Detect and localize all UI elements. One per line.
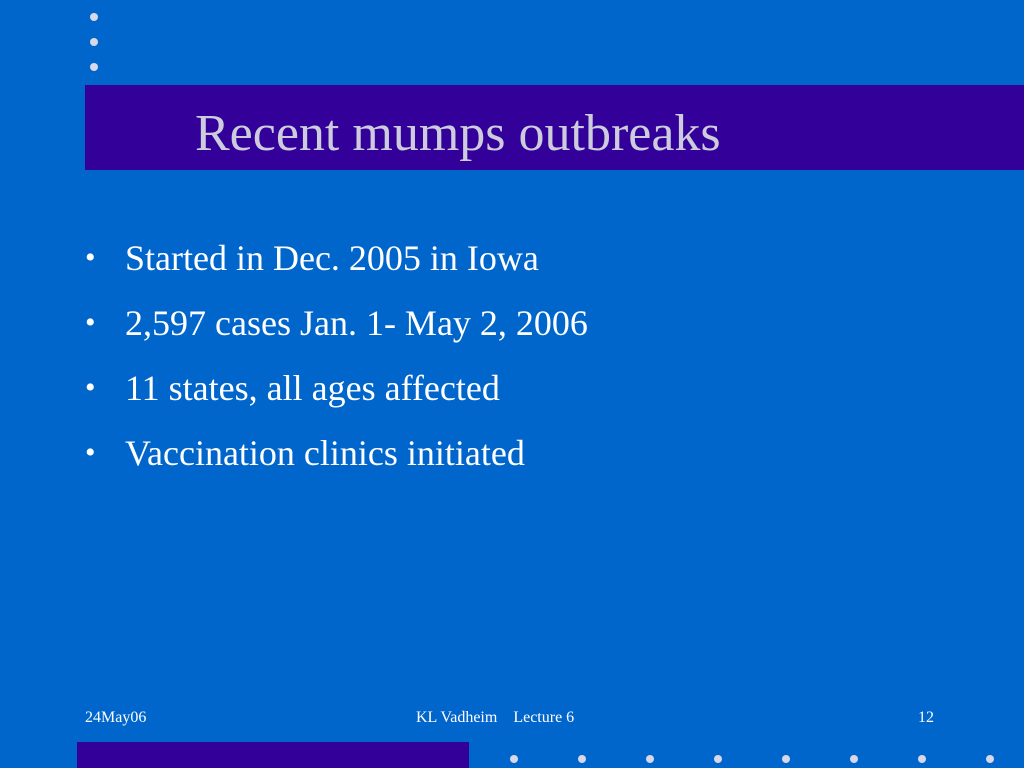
decorative-dot bbox=[918, 755, 926, 763]
decorative-dot bbox=[90, 38, 98, 46]
bullet-icon: • bbox=[85, 306, 96, 339]
slide-title: Recent mumps outbreaks bbox=[195, 105, 721, 162]
bottom-band bbox=[77, 742, 469, 768]
decorative-dot bbox=[782, 755, 790, 763]
bullet-icon: • bbox=[85, 241, 96, 274]
bullet-text: 2,597 cases Jan. 1- May 2, 2006 bbox=[125, 303, 588, 343]
bullet-icon: • bbox=[85, 371, 96, 404]
decorative-dot bbox=[510, 755, 518, 763]
bullet-text: Started in Dec. 2005 in Iowa bbox=[125, 238, 539, 278]
bullet-icon: • bbox=[85, 436, 96, 469]
bullet-item bbox=[85, 297, 588, 362]
decorative-dot bbox=[714, 755, 722, 763]
decorative-dot bbox=[578, 755, 586, 763]
decorative-dot bbox=[850, 755, 858, 763]
bullet-item bbox=[85, 232, 588, 297]
footer-date: 24May06 bbox=[85, 709, 147, 726]
bullet-text: Vaccination clinics initiated bbox=[125, 433, 525, 473]
decorative-dot bbox=[986, 755, 994, 763]
bullet-item bbox=[85, 362, 588, 427]
footer-page-number: 12 bbox=[918, 709, 934, 726]
decorative-dot bbox=[90, 13, 98, 21]
decorative-dot bbox=[646, 755, 654, 763]
bullet-item bbox=[85, 427, 588, 492]
bullet-text: 11 states, all ages affected bbox=[125, 368, 500, 408]
bullet-list bbox=[85, 232, 588, 492]
footer-center: KL Vadheim Lecture 6 bbox=[416, 709, 575, 726]
decorative-dot bbox=[90, 63, 98, 71]
